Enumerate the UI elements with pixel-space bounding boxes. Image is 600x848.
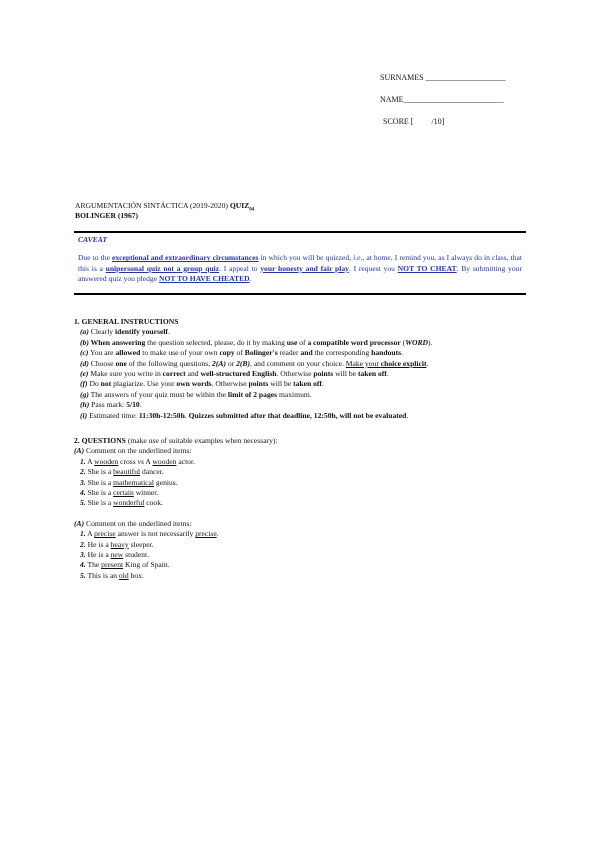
item-underlined: heavy <box>110 539 129 549</box>
f-b4: taken off <box>293 379 322 389</box>
a-t2: . <box>167 327 170 337</box>
caveat-t5: . I request you <box>348 263 398 273</box>
item-number: 2. <box>80 467 86 477</box>
i-b2: Quizzes submitted after that deadline, 12:50h, will not be evaluated <box>188 410 407 420</box>
b-t4: ). <box>428 337 433 347</box>
score-total: /10] <box>431 117 445 126</box>
item-mid: answer is not necessarily <box>115 529 196 539</box>
label-c: (c) <box>80 348 89 358</box>
item-number: 4. <box>80 560 86 570</box>
title-course: ARGUMENTACIÓN SINTÁCTICA (2019-2020) <box>75 201 230 210</box>
item-number: 1. <box>80 529 86 539</box>
e-t1: Make sure you write in <box>88 369 163 379</box>
caveat-b3: your honesty and fair play <box>260 263 349 273</box>
e-t2: and <box>185 369 201 379</box>
caveat-heading: CAVEAT <box>78 235 107 244</box>
d-u1: Make your <box>345 358 381 368</box>
g-t2: maximum. <box>277 389 312 399</box>
list-item <box>80 540 534 550</box>
item-underlined: precise <box>94 529 116 539</box>
caveat-bottom-rule <box>74 293 526 295</box>
i-t2: . <box>184 410 189 420</box>
b-b1: When answering <box>88 337 146 347</box>
question-a-lead <box>74 446 534 456</box>
item-underlined: beautiful <box>113 467 141 477</box>
item-pre: A <box>85 456 95 466</box>
item-post: cook. <box>144 498 163 508</box>
item-pre: She is a <box>85 498 114 508</box>
instruction-h <box>80 400 534 410</box>
a-t1: Clearly <box>88 327 116 337</box>
d-t1: Choose <box>88 358 116 368</box>
d-b1: one <box>115 358 127 368</box>
list-item <box>80 529 534 539</box>
item-post: . <box>216 529 219 539</box>
general-heading: 1. GENERAL INSTRUCTIONS <box>74 317 179 326</box>
score-label: SCORE [ <box>383 117 414 126</box>
instruction-d <box>80 359 534 369</box>
d-t3: or <box>225 358 237 368</box>
b-t1: the question selected, please, do it by making <box>145 337 287 347</box>
general-instructions <box>74 317 534 421</box>
b-b2: use <box>286 337 298 347</box>
f-b3: points <box>248 379 269 389</box>
name-blank: _________________________ <box>403 95 504 104</box>
questions-heading <box>74 436 534 446</box>
c-t3: of <box>234 348 245 358</box>
item-pre: A <box>85 529 95 539</box>
question-b-lead <box>74 519 534 529</box>
list-item <box>80 571 534 581</box>
item-underlined: wooden <box>94 456 119 466</box>
label-i: (i) <box>80 410 88 420</box>
caveat-top-rule <box>74 231 526 233</box>
h-b1: 5/10 <box>126 400 140 410</box>
c-b2: copy <box>219 348 235 358</box>
d-t5: . <box>426 358 429 368</box>
surnames-field <box>380 73 506 83</box>
label-d: (d) <box>80 358 89 368</box>
label-a: (a) <box>80 327 89 337</box>
item-post: dancer. <box>140 467 164 477</box>
item-underlined: old <box>118 570 129 580</box>
caveat-t6: . By submitting your answered quiz you pledge <box>78 263 522 284</box>
i-t3: . <box>406 410 409 420</box>
item-number: 4. <box>80 488 86 498</box>
c-t1: You are <box>88 348 116 358</box>
item-vs: vs <box>137 456 144 466</box>
questions-heading-note: (make use of suitable examples when necessary): <box>125 436 278 445</box>
c-b1: allowed <box>115 348 141 358</box>
surnames-blank: ____________________ <box>425 73 506 82</box>
item-post: actor. <box>176 456 195 466</box>
question-b-lead-text: Comment on the underlined items: <box>84 518 192 528</box>
item-pre: She is a <box>85 488 114 498</box>
e-b3: points <box>313 369 334 379</box>
label-g: (g) <box>80 389 89 399</box>
list-item <box>80 560 534 570</box>
questions-heading-text: 2. QUESTIONS <box>74 436 126 445</box>
instruction-c <box>80 348 534 358</box>
c-t6: . <box>401 348 403 358</box>
item-underlined: certain <box>113 488 134 498</box>
name-label: NAME <box>380 95 404 104</box>
c-b5: handouts <box>371 348 402 358</box>
caveat-b4: NOT TO CHEAT <box>397 263 457 273</box>
item-post: sleeper. <box>128 539 154 549</box>
caveat-b1: exceptional and extraordinary circumstances <box>111 253 259 263</box>
list-item <box>80 467 534 477</box>
item-pre: The <box>85 560 102 570</box>
item-mid2: A <box>143 456 153 466</box>
question-a-label: (A) <box>74 446 85 456</box>
surnames-label: SURNAMES <box>380 73 424 82</box>
question-b-items <box>74 529 534 581</box>
item-pre: She is a <box>85 477 114 487</box>
question-a-lead-text: Comment on the underlined items: <box>84 446 192 456</box>
item-underlined: present <box>101 560 124 570</box>
item-number: 2. <box>80 539 86 549</box>
b-t3: ( <box>400 337 406 347</box>
instruction-i <box>80 411 534 421</box>
question-b-label: (A) <box>74 518 85 528</box>
e-t4: will be <box>333 369 358 379</box>
f-t2: plagiarize. Use your <box>111 379 177 389</box>
f-t3: . Otherwise <box>211 379 249 389</box>
caveat-t4: . I appeal to <box>219 263 261 273</box>
caveat-text <box>78 253 522 284</box>
item-post: box. <box>128 570 144 580</box>
item-pre: She is a <box>85 467 114 477</box>
list-item <box>80 550 534 560</box>
item-post: genius. <box>154 477 178 487</box>
label-f: (f) <box>80 379 88 389</box>
e-b4: taken off <box>357 369 387 379</box>
caveat-t7: . <box>249 274 252 284</box>
g-t1: The answers of your quiz must be within the <box>88 389 228 399</box>
b-bi: WORD <box>405 337 428 347</box>
d-bi2: 2(B) <box>236 358 251 368</box>
e-b2: well-structured English <box>200 369 277 379</box>
title-quiz-number: 04 <box>249 207 255 213</box>
label-h: (h) <box>80 400 90 410</box>
page-subtitle: BOLINGER (1967) <box>75 211 139 220</box>
caveat-t3: , at home, I remind you, as I always do in class, that this is a <box>78 253 523 273</box>
item-underlined: new <box>110 550 124 560</box>
e-b1: correct <box>162 369 186 379</box>
b-t2: of <box>297 337 308 347</box>
label-e: (e) <box>80 369 89 379</box>
d-t4: , and comment on your choice. <box>250 358 346 368</box>
item-number: 5. <box>80 498 86 508</box>
c-t5: the corresponding <box>312 348 372 358</box>
question-a-items <box>74 457 534 509</box>
list-item <box>80 457 534 467</box>
f-b2: own words <box>176 379 212 389</box>
item-pre: This is an <box>85 570 119 580</box>
caveat-ie: i.e. <box>353 253 363 263</box>
c-b4: and <box>300 348 313 358</box>
h-t1: Pass mark: <box>89 400 127 410</box>
f-t1: Do <box>87 379 101 389</box>
f-t4: will be <box>268 379 294 389</box>
title-quiz: QUIZ <box>229 201 250 210</box>
questions-section <box>74 436 534 581</box>
item-pre: He is a <box>85 539 111 549</box>
item-underlined: mathematical <box>113 477 155 487</box>
item-pre: He is a <box>85 550 111 560</box>
g-b1: limit of 2 pages <box>227 389 278 399</box>
instruction-e <box>80 369 534 379</box>
h-t2: . <box>139 400 142 410</box>
item-post: winner. <box>133 488 159 498</box>
i-t1: Estimated time: <box>87 410 139 420</box>
score-field <box>383 117 444 127</box>
d-ub: choice explicit <box>380 358 427 368</box>
caveat-t1: Due to the <box>78 253 112 263</box>
c-b3: Bolinger's <box>244 348 278 358</box>
caveat-t2: in which you will be quizzed, <box>258 253 354 263</box>
d-bi1: 2(A) <box>212 358 226 368</box>
item-number: 5. <box>80 570 86 580</box>
instruction-a <box>80 327 534 337</box>
d-t2: of the following questions, <box>126 358 213 368</box>
b-b3: a compatible word processor <box>307 337 401 347</box>
list-item <box>80 498 534 508</box>
item-number: 1. <box>80 456 86 466</box>
list-item <box>80 488 534 498</box>
caveat-b2: unipersonal quiz not a group quiz <box>105 263 220 273</box>
item-underlined: wonderful <box>113 498 145 508</box>
e-t3: . Otherwise <box>276 369 314 379</box>
caveat-b5: NOT TO HAVE CHEATED <box>158 274 250 284</box>
instruction-f <box>80 379 534 389</box>
instruction-g <box>80 390 534 400</box>
item-post: student. <box>123 550 149 560</box>
a-b1: identify yourself <box>115 327 168 337</box>
item-post: King of Spain. <box>123 560 170 570</box>
c-t2: to make use of your own <box>140 348 220 358</box>
e-t5: . <box>386 369 389 379</box>
item-mid: cross <box>118 456 138 466</box>
name-field <box>380 95 504 105</box>
c-t4: reader <box>277 348 301 358</box>
label-b: (b) <box>80 337 89 347</box>
item-underlined-2: precise <box>195 529 217 539</box>
i-b1: 11:30h-12:50h <box>138 410 185 420</box>
item-number: 3. <box>80 550 86 560</box>
item-number: 3. <box>80 477 86 487</box>
list-item <box>80 478 534 488</box>
f-t5: . <box>321 379 324 389</box>
instruction-b <box>80 338 534 348</box>
f-b1: not <box>100 379 112 389</box>
caveat-box <box>74 235 526 285</box>
item-underlined-2: wooden <box>152 456 177 466</box>
